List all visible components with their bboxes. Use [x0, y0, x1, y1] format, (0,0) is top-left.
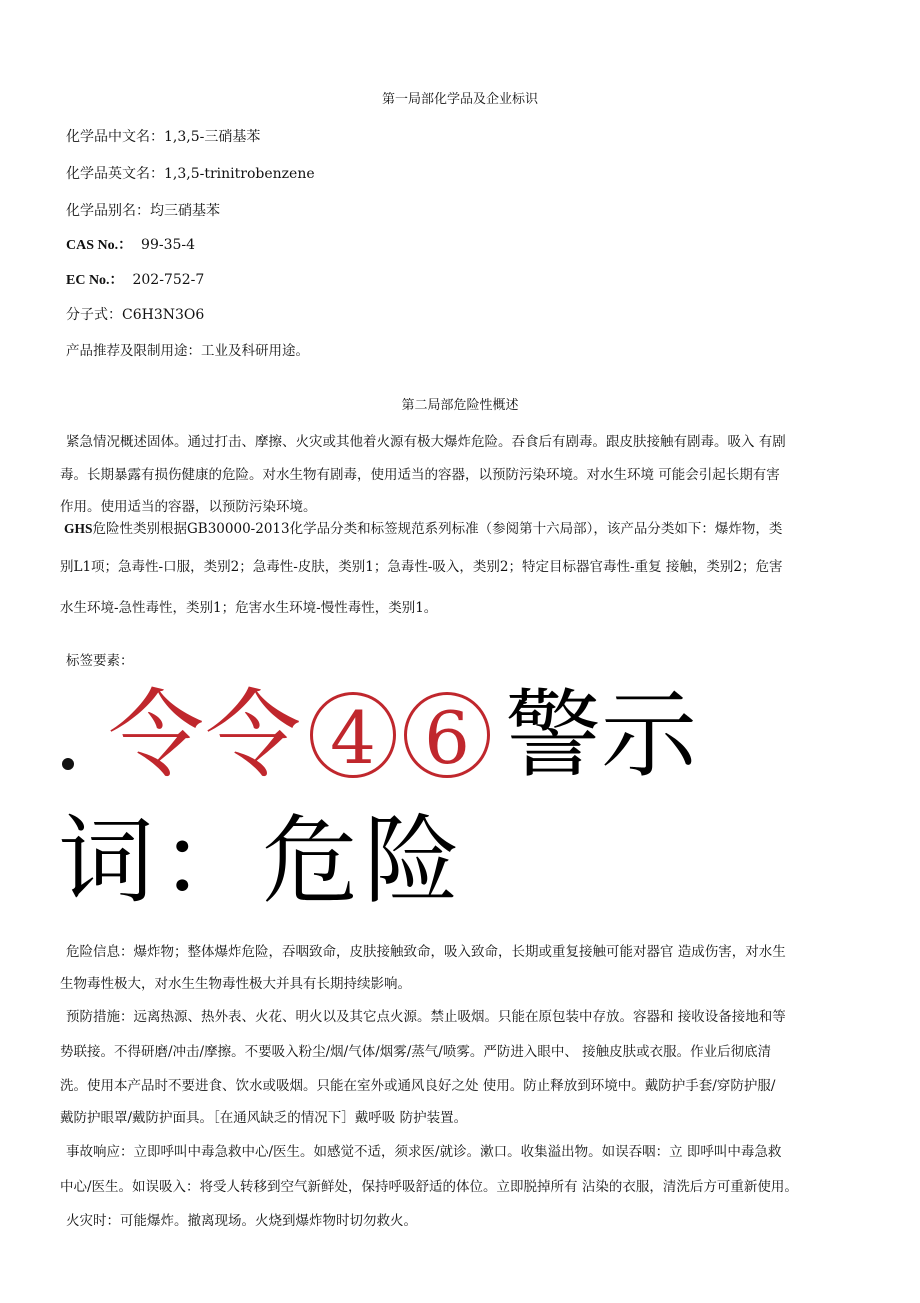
alias-row [66, 200, 220, 220]
pictogram-symbol-1: 令 [108, 679, 204, 791]
usage-label: 产品推荐及限制用途： [66, 343, 201, 359]
circled-number-4: 4 [310, 692, 396, 778]
prevention-line-2: 势联接。不得研磨/冲击/摩擦。不要吸入粉尘/烟/气体/烟雾/蒸气/喷雾。严防进入眼中、 接触皮肤或衣服。作业后彻底清 [60, 1044, 772, 1060]
section1-title: 第一局部化学品及企业标识 [381, 92, 538, 107]
ghs-text-1: 危险性类别根据GB30000-2013化学品分类和标签规范系列标准（参阅第十六局部），该产品分类如下：爆炸物，类 [92, 521, 783, 537]
warning-text: 警示 [505, 679, 697, 791]
section2-title: 第二局部危险性概述 [401, 398, 519, 413]
cas-label: CAS No.： [66, 238, 133, 253]
signal-word-line: 词：危险 [58, 805, 466, 917]
prevention-line-4: 戴防护眼罩/戴防护面具。［在通风缺乏的情况下］戴呼吸 防护装置。 [60, 1110, 468, 1126]
emergency-line-2: 毒。长期暴露有损伤健康的危险。对水生物有剧毒，使用适当的容器，以预防污染环境。对水生环境 可能会引起长期有害 [60, 467, 780, 483]
emergency-line-1: 紧急情况概述固体。通过打击、摩擦、火灾或其他着火源有极大爆炸危险。吞食后有剧毒。跟皮肤接触有剧毒。吸入 有剧 [66, 434, 786, 450]
circled-number-6: 6 [404, 692, 490, 778]
label-elements-heading: 标签要素： [66, 653, 134, 669]
response-line-2: 中心/医生。如误吸入：将受人转移到空气新鲜处，保持呼吸舒适的体位。立即脱掉所有 沾染的衣服，清洗后方可重新使用。 [60, 1179, 798, 1195]
cn-name-row [66, 126, 260, 146]
en-name-row [66, 163, 315, 183]
prevention-line-3: 洗。使用本产品时不要进食、饮水或吸烟。只能在室外或通风良好之处 使用。防止释放到环境中。戴防护手套/穿防护服/ [60, 1078, 776, 1094]
prevention-line-1: 预防措施：远离热源、热外表、火花、明火以及其它点火源。禁止吸烟。只能在原包装中存放。容器和 接收设备接地和等 [66, 1009, 786, 1025]
hazard-info-line-2: 生物毒性极大，对水生生物毒性极大并具有长期持续影响。 [60, 976, 411, 992]
usage-value: 工业及科研用途。 [201, 343, 309, 359]
pictogram-symbol-2: 令 [205, 679, 301, 791]
emergency-line-3: 作用。使用适当的容器，以预防污染环境。 [60, 499, 317, 515]
pictogram-circle-4 [310, 692, 396, 778]
hazard-info-line-1: 危险信息：爆炸物；整体爆炸危险，吞咽致命，皮肤接触致命，吸入致命，长期或重复接触可能对器官 造成伤害，对水生 [66, 944, 786, 960]
response-line-3: 火灾时：可能爆炸。撤离现场。火烧到爆炸物时切勿救火。 [66, 1213, 417, 1229]
ghs-line-1 [64, 517, 864, 537]
formula-value: C6H3N3O6 [122, 307, 205, 323]
ghs-line-3: 水生环境-急性毒性，类别1；危害水生环境-慢性毒性，类别1。 [60, 600, 438, 616]
formula-row [66, 304, 204, 324]
ec-value: 202-752-7 [132, 272, 205, 288]
bullet-dot [58, 700, 78, 720]
cn-name-value: 1,3,5-三硝基苯 [164, 129, 261, 145]
pictogram-circle-6 [404, 692, 490, 778]
cn-name-label: 化学品中文名： [66, 129, 164, 145]
response-line-1: 事故响应：立即呼叫中毒急救中心/医生。如感觉不适，须求医/就诊。漱口。收集溢出物。如误吞咽：立 即呼叫中毒急救 [66, 1144, 782, 1160]
ghs-prefix: GHS [64, 521, 93, 536]
cas-row [66, 234, 195, 254]
ghs-line-2: 别L1项；急毒性-口服，类别2；急毒性-皮肤，类别1；急毒性-吸入，类别2；特定目标器官毒性-重复 接触，类别2；危害 [60, 559, 783, 575]
formula-label: 分子式： [66, 307, 122, 323]
alias-value: 均三硝基苯 [150, 203, 220, 219]
en-name-label: 化学品英文名： [66, 166, 164, 182]
ec-row [66, 269, 204, 289]
en-name-value: 1,3,5-trinitrobenzene [164, 166, 315, 182]
usage-row [66, 339, 309, 359]
alias-label: 化学品别名： [66, 203, 150, 219]
ec-label: EC No.： [66, 273, 124, 288]
cas-value: 99-35-4 [141, 237, 196, 253]
